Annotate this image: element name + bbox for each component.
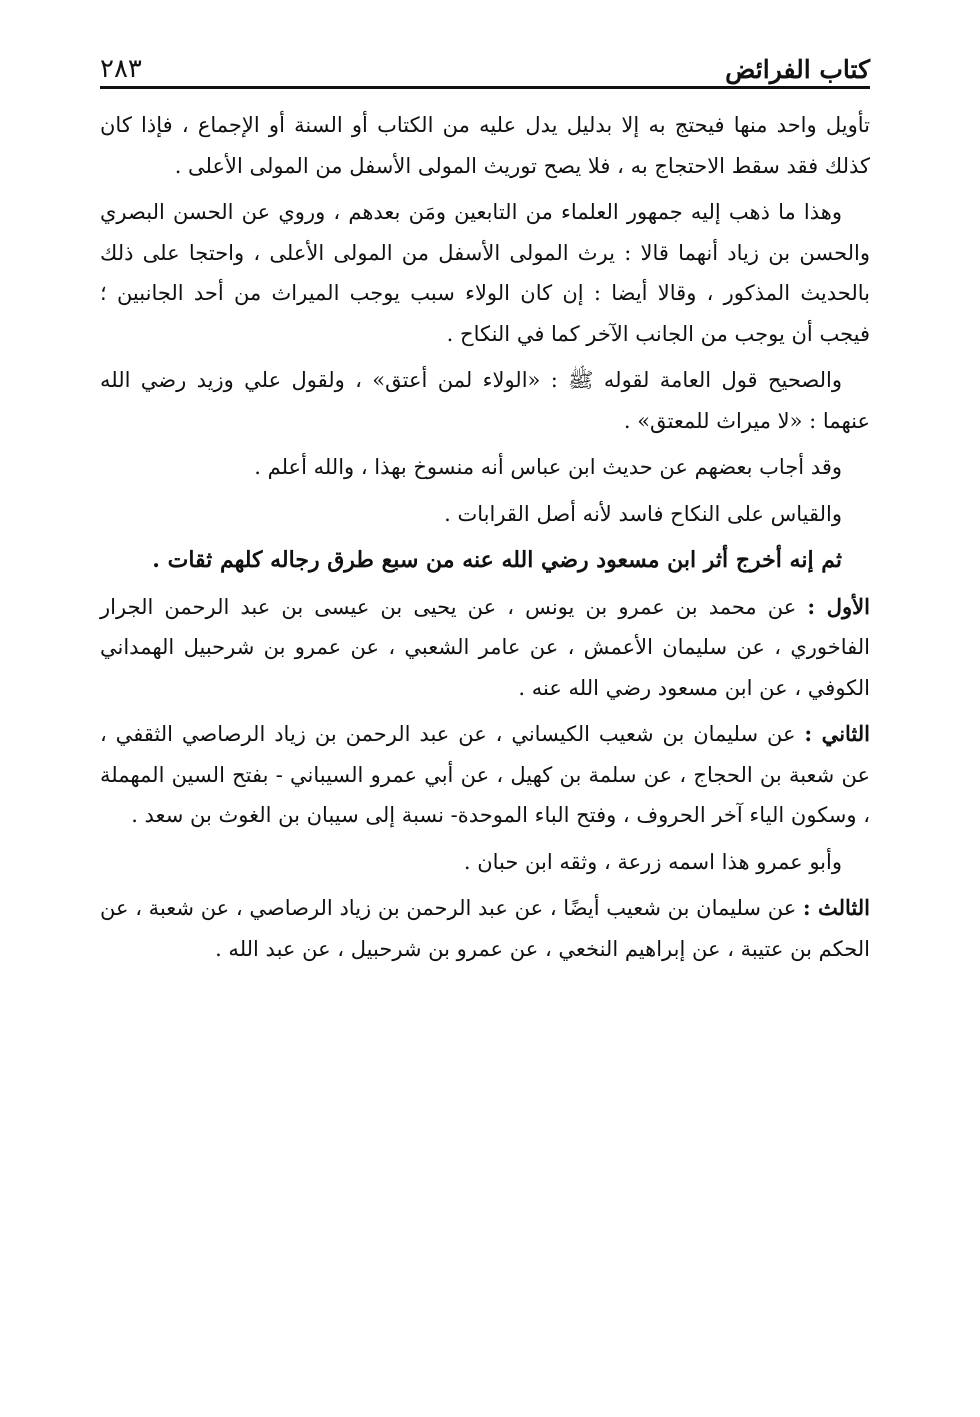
page-body (100, 105, 870, 969)
page-number: ٢٨٣ (100, 54, 142, 84)
chain-first-text: عن محمد بن عمرو بن يونس ، عن يحيى بن عيسى بن عبد الرحمن الجرار الفاخوري ، عن سليمان الأعمش ، عن عامر الشعبي ، عن عمرو بن شرحبيل الهمداني الكوفي ، عن ابن مسعود رضي الله عنه . (100, 594, 870, 700)
chain-first-lead: الأول : (807, 593, 870, 619)
chain-third-lead: الثالث : (802, 895, 870, 920)
chain-third (100, 888, 870, 969)
chain-second (100, 714, 870, 836)
paragraph-2: وهذا ما ذهب إليه جمهور العلماء من التابعين ومَن بعدهم ، وروي عن الحسن البصري والحسن بن زياد أنهما قالا : يرث المولى الأسفل من المولى الأعلى ، واحتجا على ذلك بالحديث المذكور ، وقالا أيضا : إن كان الولاء سبب يوجب الميراث من أحد الجانبين ؛ فيجب أن يوجب من الجانب الآخر كما في النكاح . (100, 200, 870, 346)
chain-second-lead: الثاني : (804, 721, 871, 746)
page-header (100, 40, 870, 89)
paragraph-3: والصحيح قول العامة لقوله ﷺ : «الولاء لمن أعتق» ، ولقول علي وزيد رضي الله عنهما : «لا ميراث للمعتق» . (100, 368, 870, 433)
paragraph-1: تأويل واحد منها فيحتج به إلا بدليل يدل عليه من الكتاب أو السنة أو الإجماع ، فإذا كان كذلك فقد سقط الاحتجاج به ، فلا يصح توريث المولى الأسفل من المولى الأعلى . (100, 113, 870, 178)
paragraph-5: والقياس على النكاح فاسد لأنه أصل القرابات . (444, 501, 842, 526)
document-page (100, 40, 870, 975)
chain-second-text: عن سليمان بن شعيب الكيساني ، عن عبد الرحمن بن زياد الرصاصي الثقفي ، عن شعبة بن الحجاج ، عن سلمة بن كهيل ، عن أبي عمرو السيباني - بفتح السين المهملة ، وسكون الياء آخر الحروف ، وفتح الباء الموحدة- نسبة إلى سيبان بن الغوث بن سعد . (100, 722, 870, 827)
chain-third-text: عن سليمان بن شعيب أيضًا ، عن عبد الرحمن بن زياد الرصاصي ، عن شعبة ، عن الحكم بن عتيبة ، عن إبراهيم النخعي ، عن عمرو بن شرحبيل ، عن عبد الله . (100, 896, 870, 961)
running-title: كتاب الفرائض (725, 55, 870, 84)
chain-first (100, 587, 870, 709)
section-heading: ثم إنه أخرج أثر ابن مسعود رضي الله عنه من سبع طرق رجاله كلهم ثقات . (152, 547, 842, 573)
paragraph-4: وقد أجاب بعضهم عن حديث ابن عباس أنه منسوخ بهذا ، والله أعلم . (254, 455, 842, 479)
paragraph-note: وأبو عمرو هذا اسمه زرعة ، وثقه ابن حبان . (463, 849, 842, 874)
